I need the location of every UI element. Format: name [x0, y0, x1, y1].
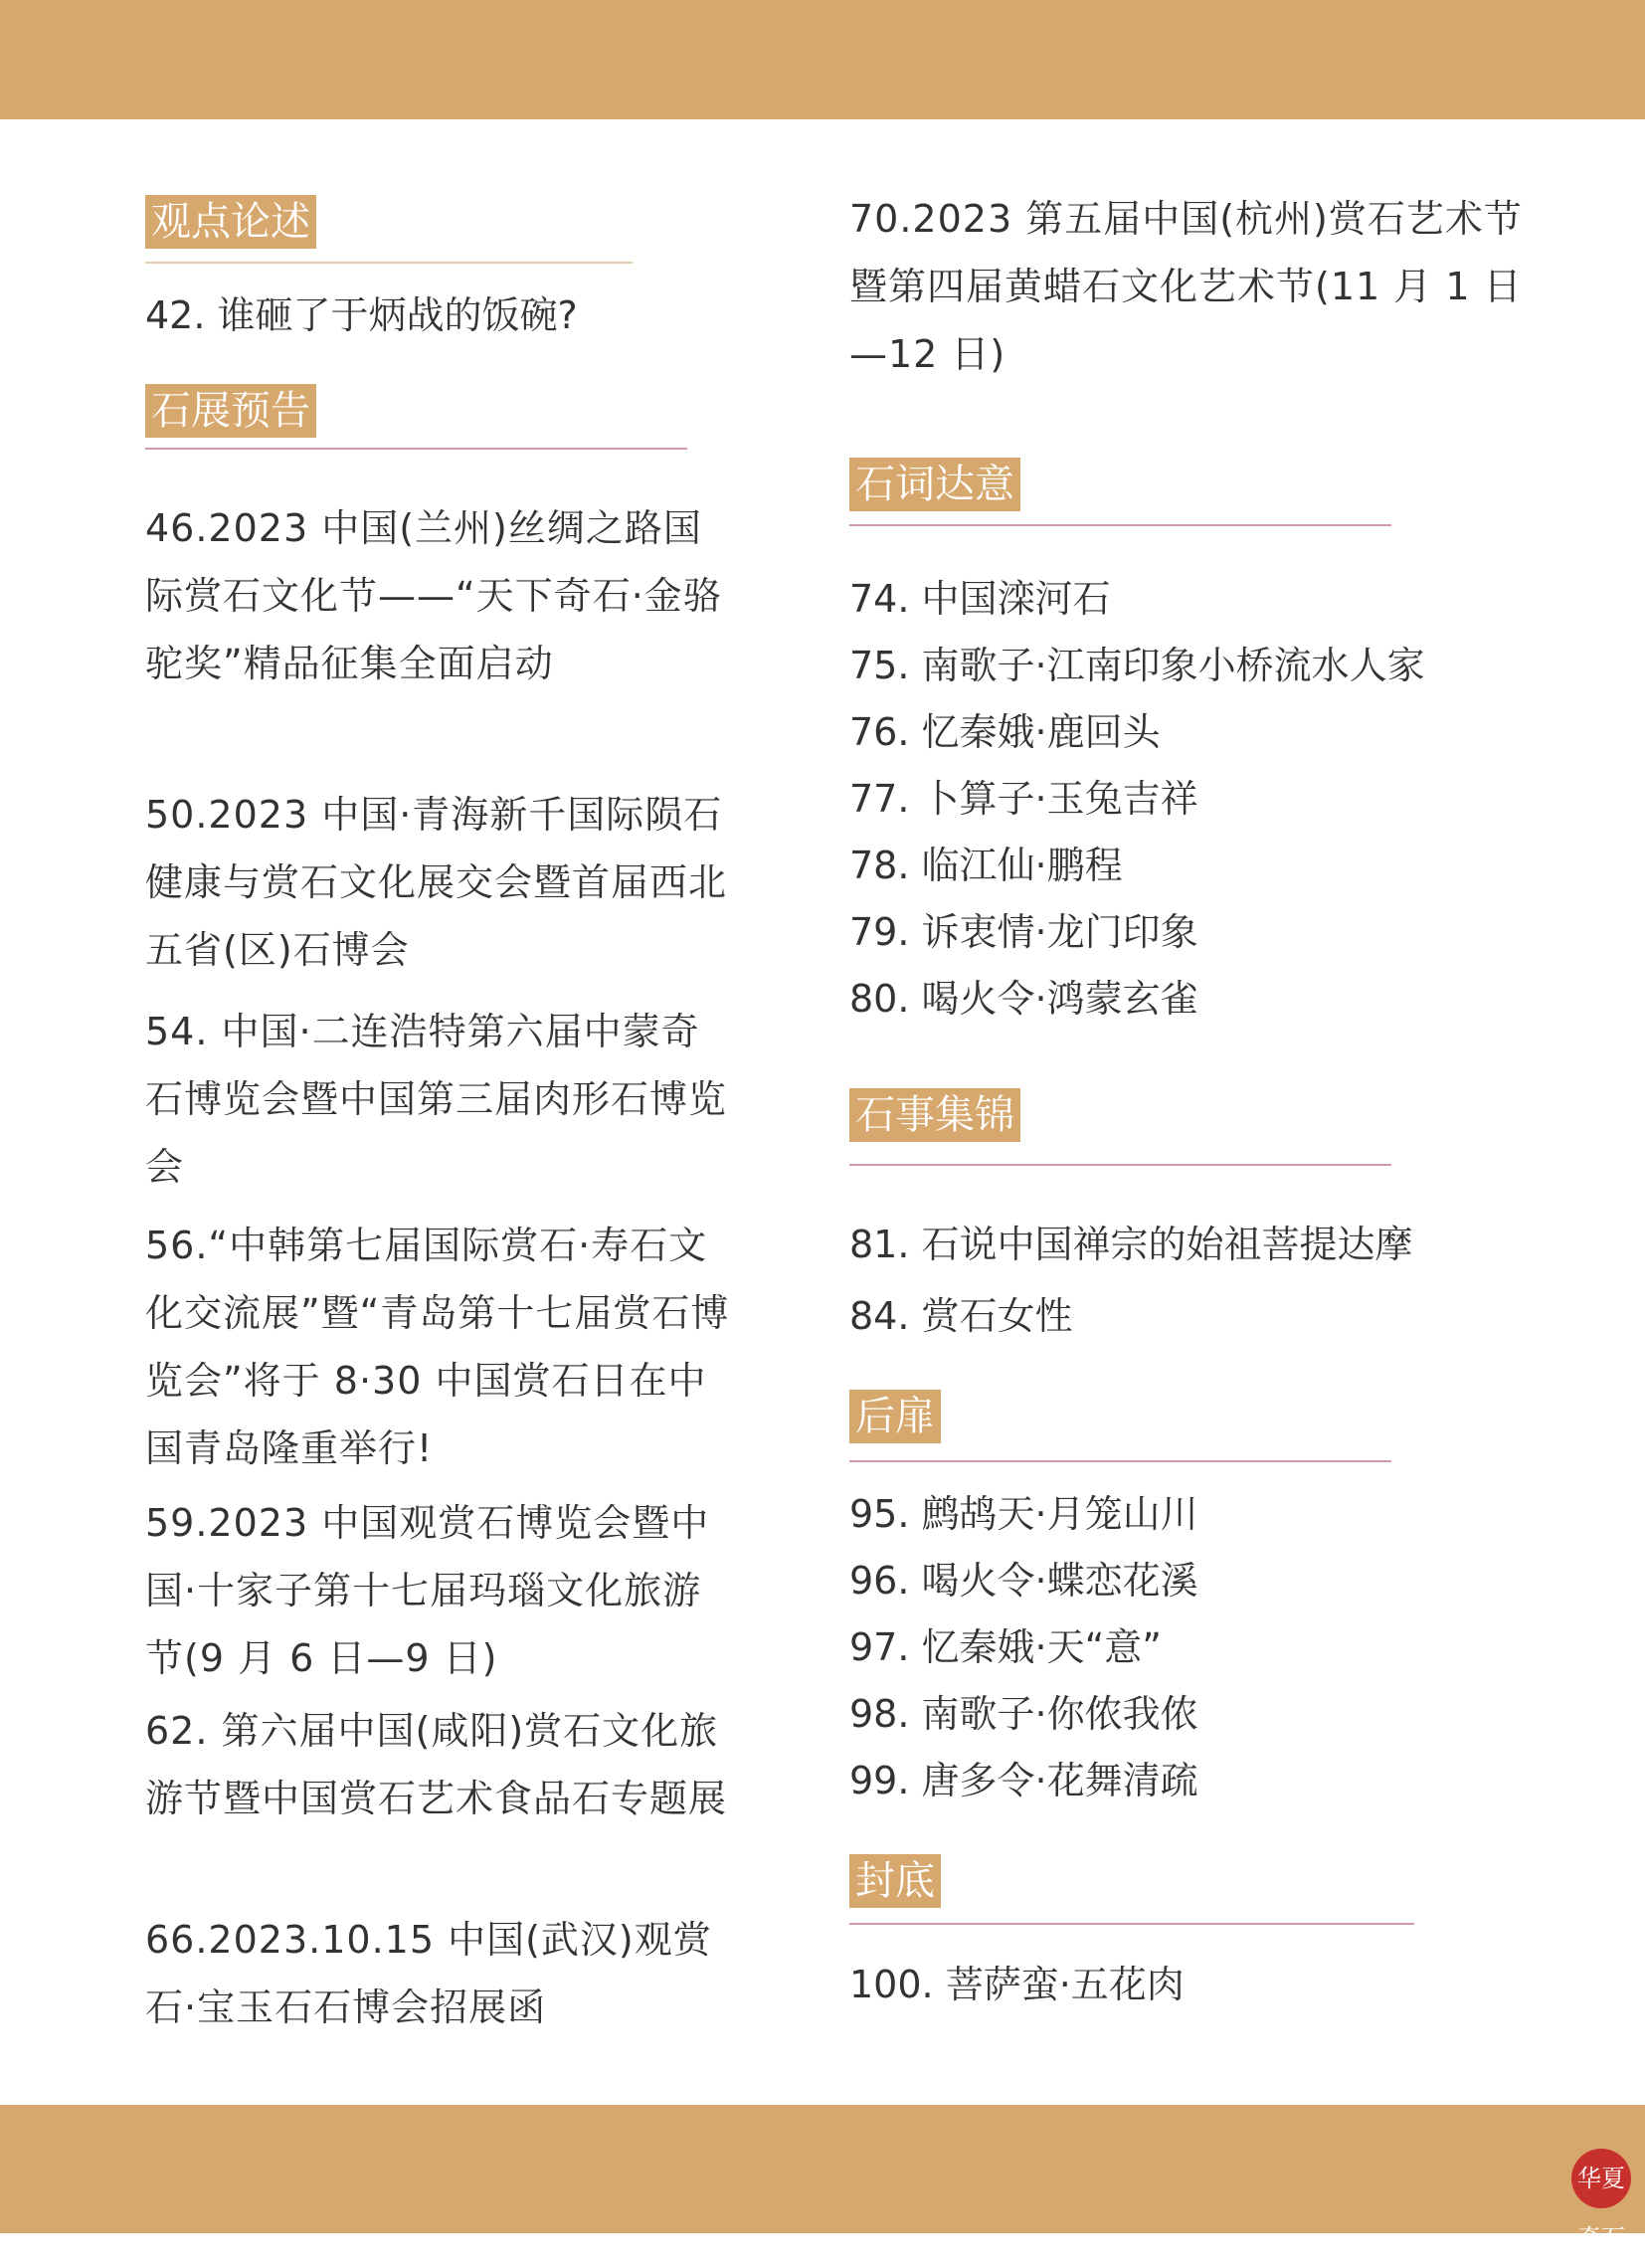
toc-entry[interactable]: 62. 第六届中国(咸阳)赏石文化旅游节暨中国赏石艺术食品石专题展 [145, 1709, 728, 1820]
toc-entry[interactable]: 80. 喝火令·鸿蒙玄雀 [849, 977, 1198, 1021]
toc-entry[interactable]: 99. 唐多令·花舞清疏 [849, 1759, 1198, 1802]
toc-entry[interactable]: 54. 中国·二连浩特第六届中蒙奇石博览会暨中国第三届肉形石博览会 [145, 1010, 728, 1189]
section-divider [145, 262, 633, 264]
section-title: 石展预告 [145, 384, 316, 438]
toc-entry[interactable]: 56.“中韩第七届国际赏石·寿石文化交流展”暨“青岛第十七届赏石博览会”将于 8·30 中国赏石日在中国青岛隆重举行! [145, 1224, 730, 1470]
section-divider [849, 1164, 1391, 1166]
section-title: 观点论述 [145, 195, 316, 249]
toc-entry[interactable]: 84. 赏石女性 [849, 1294, 1073, 1338]
toc-entry[interactable]: 98. 南歌子·你侬我侬 [849, 1692, 1198, 1736]
toc-entry[interactable]: 59.2023 中国观赏石博览会暨中国·十家子第十七届玛瑙文化旅游节(9 月 6 日—9 日) [145, 1501, 710, 1680]
toc-entry[interactable]: 77. 卜算子·玉兔吉祥 [849, 777, 1198, 821]
section-title: 石词达意 [849, 458, 1020, 511]
toc-entry[interactable]: 81. 石说中国禅宗的始祖菩提达摩 [849, 1223, 1413, 1266]
section-title: 石事集锦 [849, 1088, 1020, 1142]
section-divider [849, 1923, 1414, 1925]
section-title: 封底 [849, 1854, 941, 1908]
toc-entry[interactable]: 76. 忆秦娥·鹿回头 [849, 710, 1161, 754]
toc-entry[interactable]: 75. 南歌子·江南印象小桥流水人家 [849, 644, 1425, 687]
toc-entry[interactable]: 66.2023.10.15 中国(武汉)观赏石·宝玉石石博会招展函 [145, 1918, 712, 2029]
toc-entry[interactable]: 97. 忆秦娥·天“意” [849, 1625, 1162, 1669]
watermark-seal: 华夏奇石 [1571, 2149, 1631, 2208]
section-divider [145, 448, 687, 450]
toc-entry[interactable]: 74. 中国滦河石 [849, 577, 1111, 621]
toc-entry[interactable]: 50.2023 中国·青海新千国际陨石健康与赏石文化展交会暨首届西北五省(区)石博会 [145, 793, 728, 972]
toc-entry[interactable]: 79. 诉衷情·龙门印象 [849, 910, 1198, 954]
toc-entry[interactable]: 46.2023 中国(兰州)丝绸之路国际赏石文化节——“天下奇石·金骆驼奖”精品征集全面启动 [145, 506, 722, 685]
toc-entry[interactable]: 78. 临江仙·鹏程 [849, 844, 1123, 887]
bottom-color-band [0, 2105, 1645, 2233]
toc-entry[interactable]: 70.2023 第五届中国(杭州)赏石艺术节暨第四届黄蜡石文化艺术节(11 月 1 日—12 日) [849, 197, 1523, 376]
toc-entry[interactable]: 95. 鹧鸪天·月笼山川 [849, 1492, 1198, 1536]
top-color-band [0, 0, 1645, 119]
section-title: 后扉 [849, 1390, 941, 1443]
section-divider [849, 1460, 1391, 1462]
toc-entry[interactable]: 42. 谁砸了于炳战的饭碗? [145, 293, 578, 337]
toc-entry[interactable]: 96. 喝火令·蝶恋花溪 [849, 1559, 1198, 1603]
section-divider [849, 524, 1391, 526]
toc-entry[interactable]: 100. 菩萨蛮·五花肉 [849, 1963, 1185, 2006]
